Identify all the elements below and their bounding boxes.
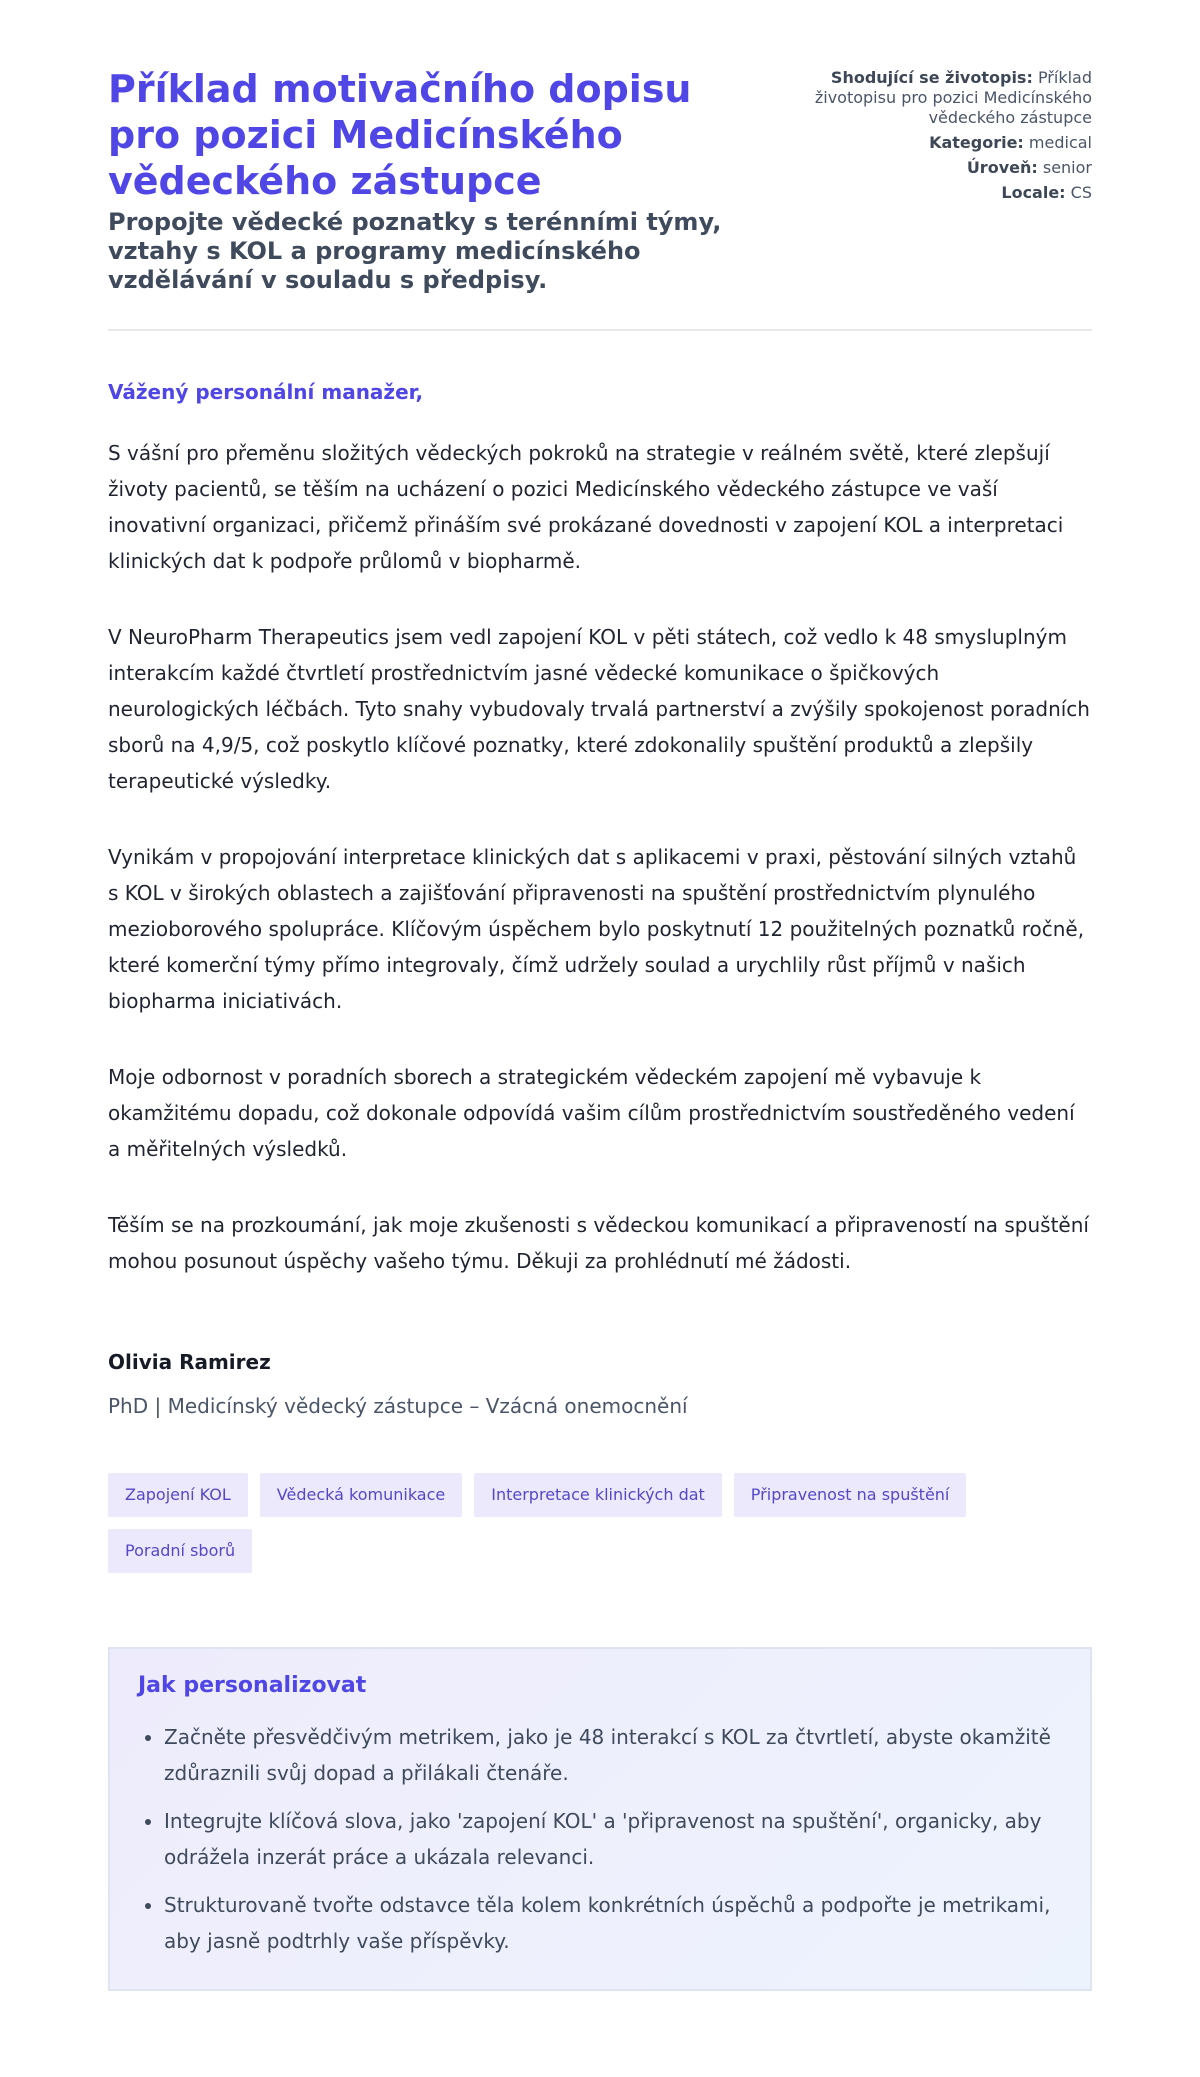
meta-value: medical [1028,133,1092,152]
letter-body [108,331,1092,1419]
salutation: Vážený personální manažer, [108,380,424,404]
tip-item: • Integrujte klíčová slova, jako 'zapojení KOL' a 'připravenost na spuštění', organicky, aby odrážela inzerát práce a ukázala relevanci. [164,1803,1062,1875]
skill-tag: Zapojení KOL [108,1473,248,1517]
meta-locale [802,183,1092,203]
signature-block [108,1349,1092,1419]
tip-item: • Začněte přesvědčivým metrikem, jako je 48 interakcí s KOL za čtvrtletí, abyste okamžitě zdůraznili svůj dopad a přilákali čtenáře. [164,1719,1062,1791]
page-title: Příklad motivačního dopisu pro pozici Medicínského vědeckého zástupce [108,67,692,203]
meta-label: Úroveň: [966,158,1038,177]
letter-paragraph: V NeuroPharm Therapeutics jsem vedl zapojení KOL v pěti státech, což vedlo k 48 smysluplným interakcím každé čtvrtletí prostřednictvím jasné vědecké komunikace o špičkových neurologických léčbách. Tyto snahy vybudovaly trvalá partnerství a zvýšily spokojenost poradních sborů na 4,9/5, což poskytlo klíčové poznatky, které zdokonalily spuštění produktů a zlepšily terapeutické výsledky. [108,625,1090,793]
letter-paragraph: S vášní pro přeměnu složitých vědeckých pokroků na strategie v reálném světě, které zlepšují životy pacientů, se těším na ucházení o pozici Medicínského vědeckého zástupce ve vaší inovativní organizaci, přičemž přináším své prokázané dovednosti v zapojení KOL a interpretaci klinických dat k podpoře průlomů v biopharmě. [108,441,1064,573]
meta-panel [802,66,1092,208]
letter-paragraph: Vynikám v propojování interpretace klinických dat s aplikacemi v praxi, pěstování silných vztahů s KOL v širokých oblastech a zajišťování připravenosti na spuštění prostřednictvím plynulého mezioborového spolupráce. Klíčovým úspěchem bylo poskytnutí 12 použitelných poznatků ročně, které komerční týmy přímo integrovaly, čímž udržely soulad a urychlily růst příjmů v našich biopharma iniciativách. [108,845,1085,1013]
meta-matching-resume-link[interactable]: Příklad životopisu pro pozici Medicínského vědeckého zástupce [814,68,1092,127]
letter-paragraph: Těším se na prozkoumání, jak moje zkušenosti s vědeckou komunikací a připraveností na spuštění mohou posunout úspěchy vašeho týmu. Děkuji za prohlédnutí mé žádosti. [108,1213,1089,1273]
skill-tag: Poradní sborů [108,1529,252,1573]
skill-tag: Vědecká komunikace [260,1473,462,1517]
signature-name: Olivia Ramirez [108,1350,271,1374]
meta-label: Shodující se životopis: [830,68,1033,87]
header-title-block [108,66,768,295]
meta-matching-resume [802,68,1092,128]
meta-value: CS [1070,183,1092,202]
meta-label: Kategorie: [929,133,1024,152]
tip-item: • Strukturovaně tvořte odstavce těla kolem konkrétních úspěchů a podpořte je metrikami, aby jasně podtrhly vaše příspěvky. [164,1887,1062,1959]
skill-tag: Interpretace klinických dat [474,1473,722,1517]
signature-title: PhD | Medicínský vědecký zástupce – Vzácná onemocnění [108,1394,688,1418]
meta-label: Locale: [1001,183,1066,202]
cover-letter-page [108,0,1092,1991]
skill-tag: Připravenost na spuštění [734,1473,967,1517]
meta-level [802,158,1092,178]
meta-value: senior [1042,158,1092,177]
tips-title: Jak personalizovat [138,1673,367,1698]
personalize-tips-box [108,1647,1092,1991]
meta-category [802,133,1092,153]
skill-tags [108,1473,1092,1573]
page-subtitle: Propojte vědecké poznatky s terénními týmy, vztahy s KOL a programy medicínského vzdělávání v souladu s předpisy. [108,208,722,294]
page-header [108,66,1092,331]
letter-paragraph: Moje odbornost v poradních sborech a strategickém vědeckém zapojení mě vybavuje k okamžitému dopadu, což dokonale odpovídá vašim cílům prostřednictvím soustředěného vedení a měřitelných výsledků. [108,1065,1075,1161]
tips-list [138,1719,1062,1959]
